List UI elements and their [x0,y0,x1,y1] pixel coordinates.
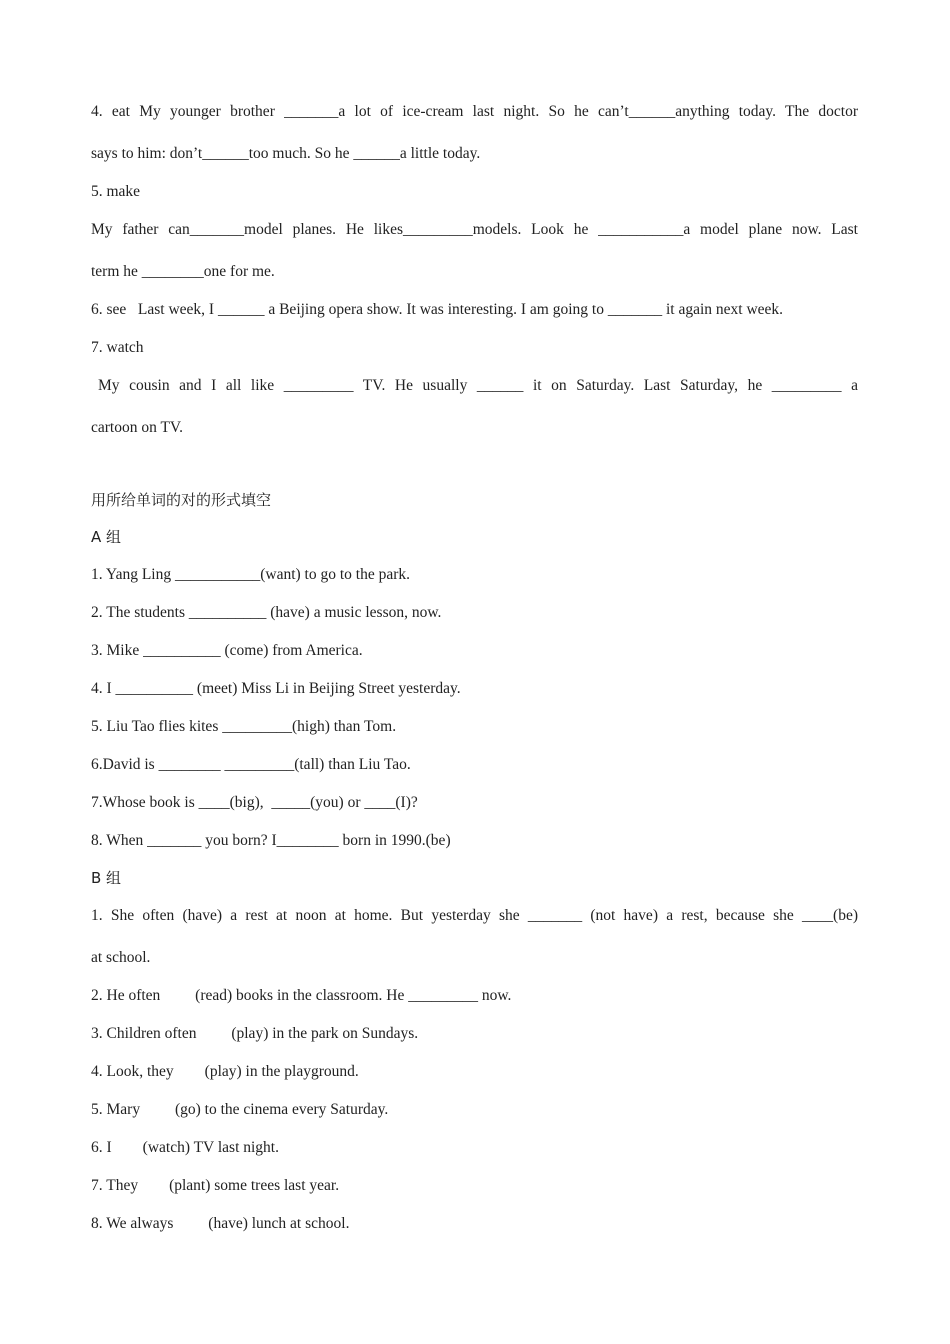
group-b-item: 4. Look, they (play) in the playground. [91,1063,359,1080]
group-b-item: 6. I (watch) TV last night. [91,1139,279,1156]
exercise-5-line-1: My father can_______model planes. He likes_________models. Look he ___________a model plane now. Last [91,221,858,238]
exercise-7-label: 7. watch [91,339,144,356]
group-a-item: 6.David is ________ _________(tall) than Liu Tao. [91,756,411,773]
group-a-title: A 组 [91,528,122,546]
group-b-title: B 组 [91,869,122,887]
group-b-item: 7. They (plant) some trees last year. [91,1177,340,1194]
exercise-7-line-1: My cousin and I all like _________ TV. He usually ______ it on Saturday. Last Saturday, he _________ a [98,377,858,394]
section-title: 用所给单词的对的形式填空 [91,491,272,509]
group-a-item: 4. I __________ (meet) Miss Li in Beijing Street yesterday. [91,680,461,697]
exercise-4-line-2: says to him: don’t______too much. So he ______a little today. [91,145,481,162]
group-b-item: 8. We always (have) lunch at school. [91,1215,350,1232]
group-a-item: 7.Whose book is ____(big), _____(you) or ____(I)? [91,794,418,811]
exercise-4-line-1: 4. eat My younger brother _______a lot of ice-cream last night. So he can’t______anything today. The doctor [91,103,858,120]
group-b-item: 2. He often (read) books in the classroom. He _________ now. [91,987,512,1004]
exercise-5-label: 5. make [91,183,141,200]
group-b-item-1-line-1: 1. She often (have) a rest at noon at home. But yesterday she _______ (not have) a rest, because she ____(be) [91,907,858,924]
group-a-item: 5. Liu Tao flies kites _________(high) than Tom. [91,718,397,735]
group-b-item: 3. Children often (play) in the park on Sundays. [91,1025,419,1042]
exercise-7-line-2: cartoon on TV. [91,419,183,436]
group-b-item: 5. Mary (go) to the cinema every Saturday. [91,1101,389,1118]
exercise-6-line: 6. see Last week, I ______ a Beijing opera show. It was interesting. I am going to _______ it again next week. [91,301,784,318]
group-a-item: 2. The students __________ (have) a music lesson, now. [91,604,442,621]
exercise-5-line-2: term he ________one for me. [91,263,275,280]
group-a-item: 8. When _______ you born? I________ born in 1990.(be) [91,832,451,849]
group-a-item: 3. Mike __________ (come) from America. [91,642,363,659]
group-a-item: 1. Yang Ling ___________(want) to go to the park. [91,566,411,583]
group-b-item-1-line-2: at school. [91,949,151,966]
